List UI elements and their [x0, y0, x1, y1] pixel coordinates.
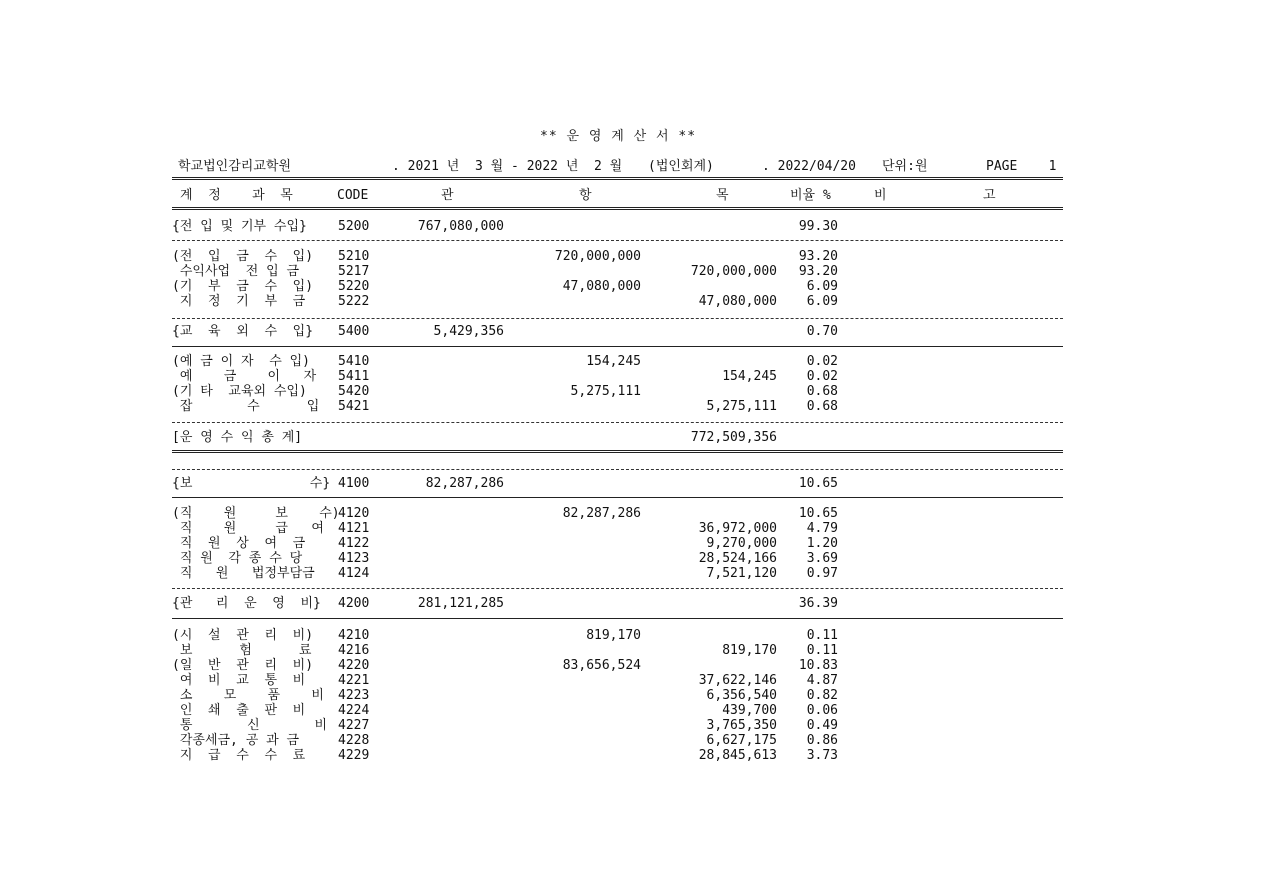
row-account: 지 급 수 수 료: [172, 748, 306, 763]
row-ratio: 0.06: [806, 703, 838, 718]
row-code: 4100: [338, 476, 370, 491]
row-code: 4229: [338, 748, 370, 763]
row-ratio: 4.87: [806, 673, 838, 688]
row-ratio: 1.20: [806, 536, 838, 551]
col-header-ratio: 비율 %: [790, 188, 831, 203]
section-rule: [172, 422, 1063, 423]
row-account: 지 정 기 부 금: [172, 294, 306, 309]
row-mok-amount: 5,275,111: [706, 399, 777, 414]
row-mok-amount: 7,521,120: [706, 566, 777, 581]
section-rule: [172, 497, 1063, 498]
row-hang-amount: 720,000,000: [554, 249, 641, 264]
row-ratio: 0.02: [806, 369, 838, 384]
fiscal-period: . 2021 년 3 월 - 2022 년 2 월: [392, 159, 623, 174]
row-mok-amount: 6,356,540: [706, 688, 777, 703]
row-code: 5200: [338, 219, 370, 234]
row-ratio: 36.39: [798, 596, 838, 611]
row-code: 4210: [338, 628, 370, 643]
row-mok-amount: 37,622,146: [698, 673, 777, 688]
row-ratio: 6.09: [806, 279, 838, 294]
row-mok-amount: 28,845,613: [698, 748, 777, 763]
row-code: 4123: [338, 551, 370, 566]
row-account: 인 쇄 출 판 비: [172, 703, 306, 718]
row-mok-amount: 28,524,166: [698, 551, 777, 566]
row-account: 예 금 이 자: [172, 369, 317, 384]
row-hang-amount: 154,245: [586, 354, 641, 369]
print-date: . 2022/04/20: [762, 159, 856, 174]
row-account: (전 입 금 수 입): [172, 249, 314, 264]
row-ratio: 10.83: [798, 658, 838, 673]
row-ratio: 99.30: [798, 219, 838, 234]
row-mok-amount: 3,765,350: [706, 718, 777, 733]
row-ratio: 0.02: [806, 354, 838, 369]
section-rule: [172, 346, 1063, 347]
institution-name: 학교법인감리교학원: [178, 159, 292, 174]
col-header-remark-2: 고: [983, 188, 996, 203]
row-account: [운 영 수 익 총 계]: [172, 430, 303, 445]
row-ratio: 4.79: [806, 521, 838, 536]
header-top-rule: [172, 177, 1063, 180]
row-ratio: 0.68: [806, 399, 838, 414]
row-account: 여 비 교 통 비: [172, 673, 306, 688]
row-ratio: 0.82: [806, 688, 838, 703]
row-mok-amount: 36,972,000: [698, 521, 777, 536]
document-title: ** 운 영 계 산 서 **: [540, 129, 697, 144]
row-ratio: 0.11: [806, 643, 838, 658]
row-account: (기 타 교육외 수입): [172, 384, 307, 399]
row-account: 직 원 법정부담금: [172, 566, 315, 581]
section-rule: [172, 469, 1063, 470]
row-hang-amount: 82,287,286: [562, 506, 641, 521]
row-account: 직 원 상 여 금: [172, 536, 306, 551]
row-gwan-amount: 281,121,285: [417, 596, 504, 611]
row-code: 5210: [338, 249, 370, 264]
row-account: 직 원 급 여: [172, 521, 324, 536]
row-mok-amount: 772,509,356: [690, 430, 777, 445]
row-account: (시 설 관 리 비): [172, 628, 314, 643]
row-ratio: 3.69: [806, 551, 838, 566]
row-ratio: 93.20: [798, 249, 838, 264]
row-mok-amount: 819,170: [722, 643, 777, 658]
row-mok-amount: 47,080,000: [698, 294, 777, 309]
row-code: 5220: [338, 279, 370, 294]
row-account: 소 모 품 비: [172, 688, 324, 703]
row-account: 직 원 각 종 수 당: [172, 551, 303, 566]
row-gwan-amount: 82,287,286: [425, 476, 504, 491]
row-code: 5420: [338, 384, 370, 399]
row-account: 잡 수 입: [172, 399, 320, 414]
page-number: PAGE 1: [986, 159, 1057, 174]
row-ratio: 0.70: [806, 324, 838, 339]
col-header-hang: 항: [579, 188, 592, 203]
row-mok-amount: 6,627,175: [706, 733, 777, 748]
row-ratio: 10.65: [798, 506, 838, 521]
row-hang-amount: 83,656,524: [562, 658, 641, 673]
header-bottom-rule: [172, 207, 1063, 210]
row-account: (일 반 관 리 비): [172, 658, 314, 673]
row-account: {보 수}: [172, 476, 331, 491]
row-hang-amount: 47,080,000: [562, 279, 641, 294]
row-code: 4120: [338, 506, 370, 521]
col-header-gwan: 관: [441, 188, 454, 203]
row-account: 수익사업 전 입 금: [172, 264, 300, 279]
row-code: 4124: [338, 566, 370, 581]
row-code: 4227: [338, 718, 370, 733]
row-code: 4122: [338, 536, 370, 551]
row-code: 4221: [338, 673, 370, 688]
row-ratio: 0.97: [806, 566, 838, 581]
row-account: {전 입 및 기부 수입}: [172, 219, 307, 234]
col-header-remark-1: 비: [874, 188, 887, 203]
row-account: (기 부 금 수 입): [172, 279, 314, 294]
row-ratio: 0.11: [806, 628, 838, 643]
row-code: 4200: [338, 596, 370, 611]
row-mok-amount: 154,245: [722, 369, 777, 384]
row-account: {교 육 외 수 입}: [172, 324, 314, 339]
row-hang-amount: 819,170: [586, 628, 641, 643]
total-rule: [172, 450, 1063, 453]
row-code: 5400: [338, 324, 370, 339]
row-ratio: 0.49: [806, 718, 838, 733]
row-account: (직 원 보 수): [172, 506, 340, 521]
row-code: 4224: [338, 703, 370, 718]
row-code: 4223: [338, 688, 370, 703]
row-code: 5217: [338, 264, 370, 279]
row-mok-amount: 439,700: [722, 703, 777, 718]
row-code: 4121: [338, 521, 370, 536]
row-code: 5410: [338, 354, 370, 369]
row-code: 5411: [338, 369, 370, 384]
section-rule: [172, 318, 1063, 319]
row-ratio: 10.65: [798, 476, 838, 491]
row-ratio: 93.20: [798, 264, 838, 279]
row-code: 4220: [338, 658, 370, 673]
row-ratio: 3.73: [806, 748, 838, 763]
col-header-account: 계 정 과 목: [180, 188, 293, 203]
row-account: 각종세금, 공 과 금: [172, 733, 300, 748]
row-account: 통 신 비: [172, 718, 328, 733]
section-rule: [172, 240, 1063, 241]
row-ratio: 0.86: [806, 733, 838, 748]
row-ratio: 6.09: [806, 294, 838, 309]
col-header-code: CODE: [337, 188, 369, 203]
row-mok-amount: 720,000,000: [690, 264, 777, 279]
col-header-mok: 목: [716, 188, 729, 203]
row-gwan-amount: 5,429,356: [433, 324, 504, 339]
row-hang-amount: 5,275,111: [570, 384, 641, 399]
row-ratio: 0.68: [806, 384, 838, 399]
row-code: 4216: [338, 643, 370, 658]
row-code: 5421: [338, 399, 370, 414]
row-mok-amount: 9,270,000: [706, 536, 777, 551]
row-gwan-amount: 767,080,000: [417, 219, 504, 234]
section-rule: [172, 588, 1063, 589]
row-code: 4228: [338, 733, 370, 748]
row-account: (예 금 이 자 수 입): [172, 354, 310, 369]
row-account: 보 험 료: [172, 643, 312, 658]
row-account: {관 리 운 영 비}: [172, 596, 321, 611]
accounting-type: (법인회계): [648, 159, 714, 174]
section-rule: [172, 618, 1063, 619]
row-code: 5222: [338, 294, 370, 309]
currency-unit: 단위:원: [882, 159, 928, 174]
